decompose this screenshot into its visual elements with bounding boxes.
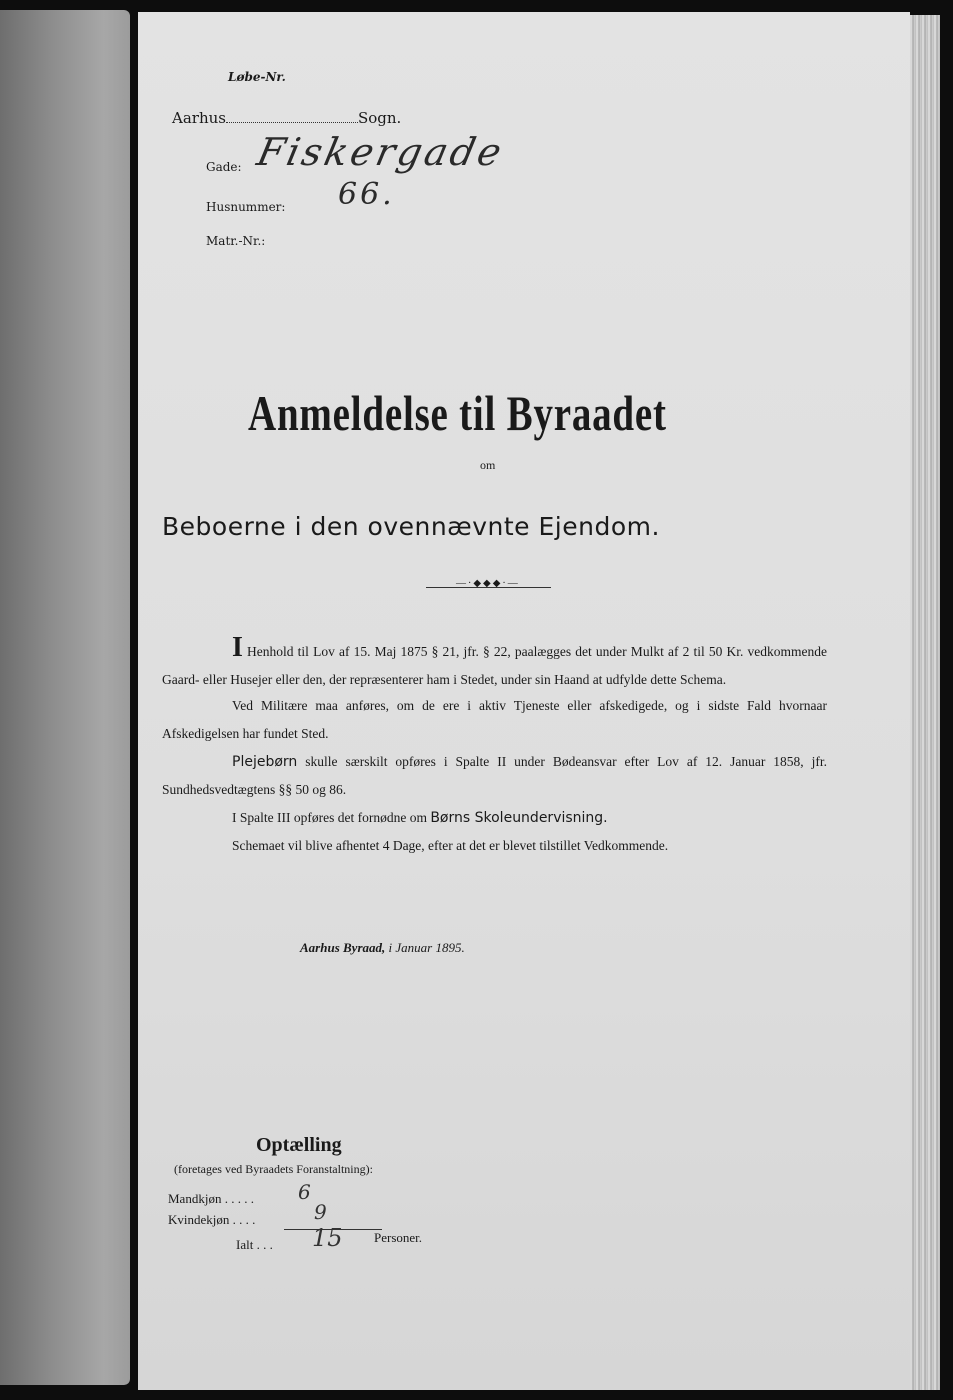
husnummer-handwritten-value: 66. xyxy=(338,177,395,212)
kvindekjon-value: 9 xyxy=(314,1200,327,1224)
paragraph-1-text: Henhold til Lov af 15. Maj 1875 § 21, jfr. § 22, paalægges det under Mulkt af 2 til 50 Kr. vedkommende Gaard- eller Husejer eller den, der repræsenterer ham i Stedet, under sin Haand at udfylde dette Schema. xyxy=(162,644,827,687)
sogn-label: Sogn. xyxy=(357,109,402,127)
plejeborn-emphasis: Plejebørn xyxy=(232,754,298,770)
address-city-row xyxy=(172,109,401,127)
facing-page-left xyxy=(0,10,130,1385)
signature-date: i Januar 1895. xyxy=(388,940,465,955)
optaelling-subtitle: (foretages ved Byraadets Foranstaltning): xyxy=(174,1162,373,1176)
mandkjon-label-text: Mandkjøn xyxy=(168,1191,222,1206)
signature-name: Aarhus Byraad, xyxy=(300,940,386,955)
optaelling-title: Optælling xyxy=(256,1134,342,1156)
kvindekjon-label-text: Kvindekjøn xyxy=(168,1212,230,1227)
paragraph-5-text: Schemaet vil blive afhentet 4 Dage, efter at det er blevet tilstillet Vedkommende. xyxy=(232,838,669,853)
mandkjon-label: Mandkjøn . . . . . xyxy=(168,1191,254,1206)
ialt-value: 15 xyxy=(312,1224,343,1252)
paragraph-5 xyxy=(162,832,827,860)
paragraph-4-text: I Spalte III opføres det fornødne om xyxy=(232,810,427,825)
ornament-glyphs: —·◆◆◆·— xyxy=(456,578,520,589)
skoleundervisning-emphasis: Børns Skoleundervisning. xyxy=(430,810,608,826)
drop-initial: I xyxy=(232,632,243,663)
personer-label: Personer. xyxy=(374,1230,423,1245)
ialt-label: Ialt . . . xyxy=(236,1237,273,1252)
gade-label: Gade: xyxy=(206,160,242,174)
kvindekjon-label: Kvindekjøn . . . . xyxy=(168,1212,256,1227)
mandkjon-value: 6 xyxy=(298,1180,311,1204)
gade-handwritten-value: Fiskergade xyxy=(253,130,509,174)
paragraph-2 xyxy=(162,692,827,748)
paragraph-2-text: Ved Militære maa anføres, om de ere i aktiv Tjeneste eller afskedigede, og i sidste Fald hvornaar Afskedigelsen har fundet Sted. xyxy=(162,698,827,741)
document-title: Anmeldelse til Byraadet xyxy=(248,385,667,441)
ialt-label-text: Ialt xyxy=(236,1237,254,1252)
city-label: Aarhus xyxy=(172,109,226,127)
paragraph-1 xyxy=(162,632,827,694)
signature-line xyxy=(300,940,465,956)
paragraph-3-text: skulle særskilt opføres i Spalte II under Bødeansvar efter Lov af 12. Januar 1858, jfr. Sundhedsvedtægtens §§ 50 og 86. xyxy=(162,754,828,797)
paragraph-3 xyxy=(162,748,827,804)
husnummer-label: Husnummer: xyxy=(206,200,286,214)
sogn-blank-line xyxy=(226,122,358,123)
matr-nr-label: Matr.-Nr.: xyxy=(206,234,266,248)
title-om: om xyxy=(480,458,496,472)
lobe-nr-label: Løbe-Nr. xyxy=(228,70,286,84)
paragraph-4 xyxy=(162,804,827,832)
document-page xyxy=(138,12,910,1390)
document-subtitle: Beboerne i den ovennævnte Ejendom. xyxy=(162,512,660,541)
instructions-block xyxy=(162,632,828,860)
